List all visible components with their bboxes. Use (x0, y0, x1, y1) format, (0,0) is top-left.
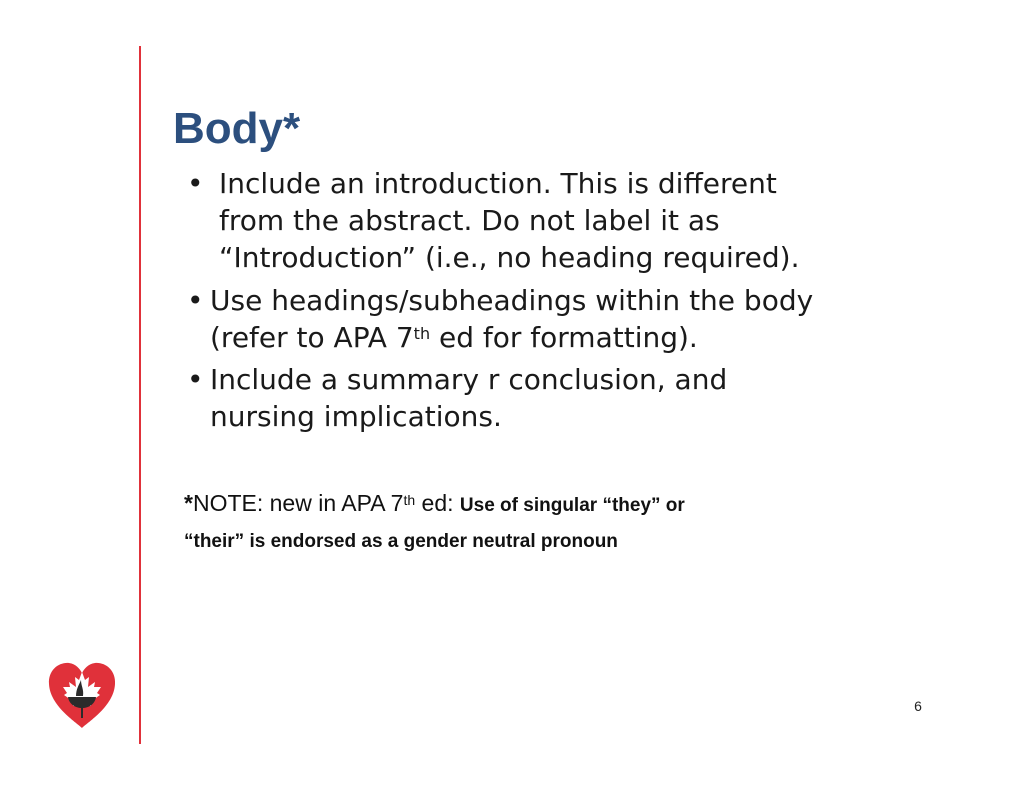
vertical-divider (139, 46, 141, 744)
apa-note (184, 486, 824, 559)
slide-title: Body* (173, 104, 301, 153)
bullet-text: Use headings/subheadings within the body (refer to APA 7th ed for formatting). (210, 284, 814, 354)
note-body: Use of singular “they” or “their” is endorsed as a gender neutral pronoun (184, 495, 685, 552)
bullet-text: Include an introduction. This is different from the abstract. Do not label it as “Introduction” (i.e., no heading required). (219, 167, 800, 274)
bullet-marker: • (187, 284, 204, 317)
bullet-marker: • (187, 363, 204, 396)
note-heading: *NOTE: new in APA 7th ed: (184, 490, 460, 516)
page-number: 6 (914, 698, 922, 714)
heart-maple-leaf-logo-icon (46, 660, 118, 730)
bullet-marker: • (187, 167, 204, 200)
bullet-text: Include a summary r conclusion, and nursing implications. (210, 363, 728, 433)
